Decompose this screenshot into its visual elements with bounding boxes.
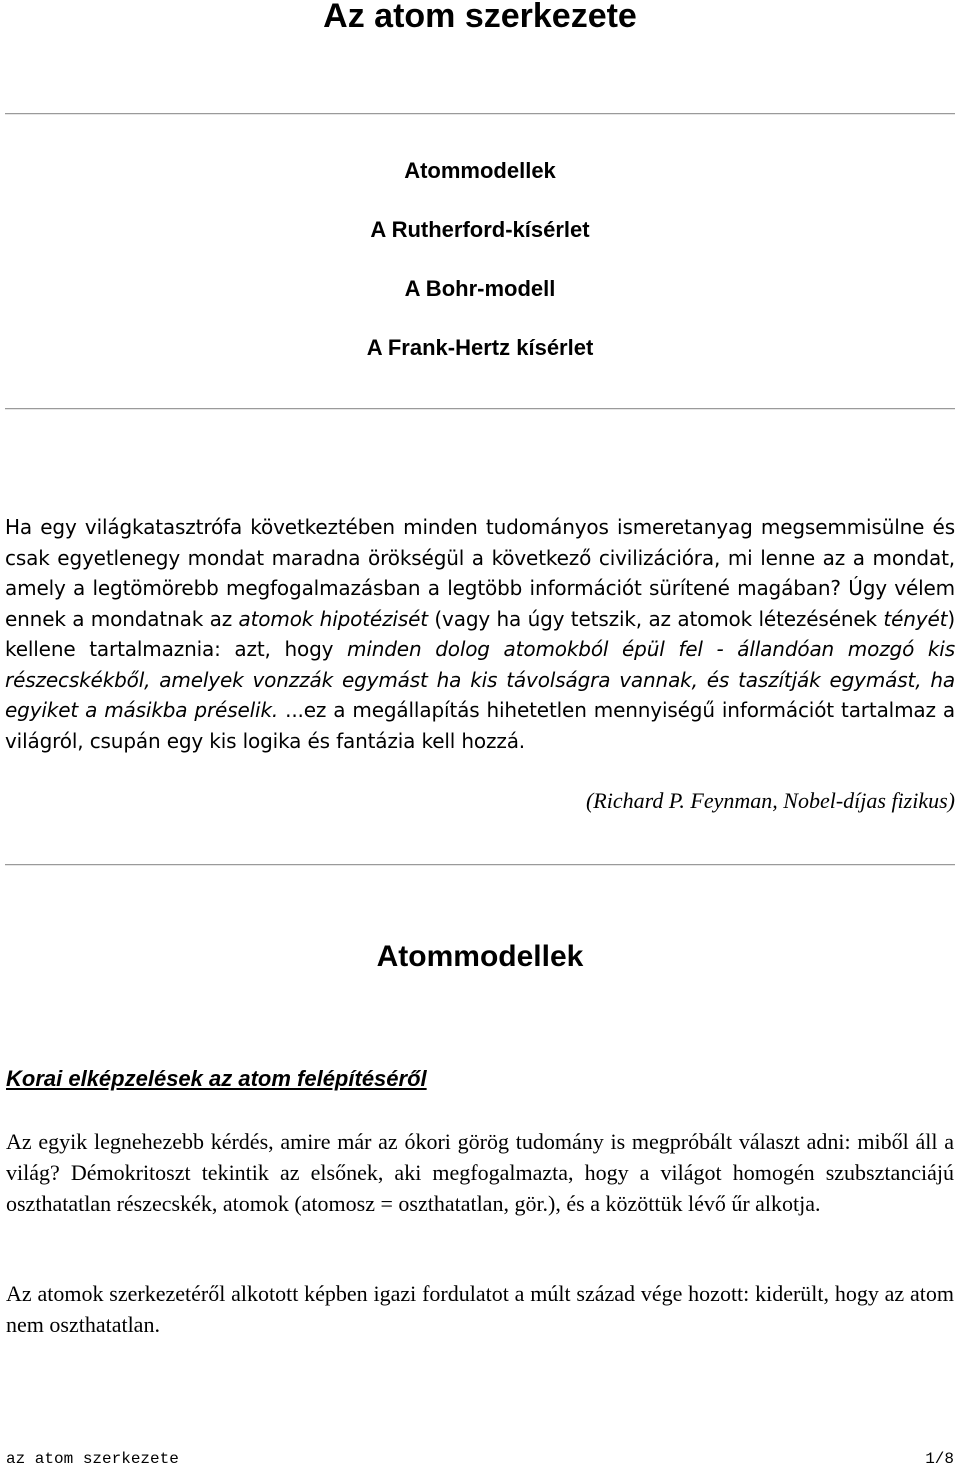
quote-emphasis: atomok hipotézisét <box>238 606 428 631</box>
quote-attribution: (Richard P. Feynman, Nobel-díjas fizikus) <box>585 788 955 813</box>
quote-emphasis: tényét <box>883 606 948 631</box>
horizontal-rule <box>5 113 955 115</box>
horizontal-rule <box>5 408 955 410</box>
footer-title: az atom szerkezete <box>6 1450 179 1468</box>
toc-item: A Frank-Hertz kísérlet <box>366 335 594 360</box>
toc-item: A Bohr-modell <box>404 276 556 301</box>
quote-text: ) kellene tartalmaznia: azt, hogy <box>5 606 955 661</box>
toc-item: A Rutherford-kísérlet <box>370 217 590 242</box>
horizontal-rule <box>5 864 955 866</box>
quote-text: ...ez a megállapítás hihetetlen mennyiségű információt tartalmaz a világról, csupán egy kis logika és fantázia kell hozzá. <box>5 698 955 753</box>
epigraph-quote <box>5 512 955 756</box>
page-number: 1/8 <box>925 1450 954 1468</box>
quote-emphasis: minden dolog atomokból épül fel - állandóan mozgó kis részecskékből, amelyek vonzzák egymást ha kis távolságra vannak, és taszítják egymást, ha egyiket a másikba préselik. <box>5 637 955 722</box>
quote-text: Ha egy világkatasztrófa következtében minden tudományos ismeretanyag megsemmisülne és csak egyetlenegy mondat maradna örökségül a következő civilizációra, mi lenne az a mondat, amely a legtömörebb megfogalmazásban a legtöbb információt sürítené magában? Úgy vélem ennek a mondatnak az <box>5 515 955 631</box>
section-heading: Atommodellek <box>376 940 584 973</box>
subsection-heading: Korai elképzelések az atom felépítéséről <box>6 1066 427 1091</box>
body-paragraph: Az atomok szerkezetéről alkotott képben igazi fordulatot a múlt század vége hozott: kiderült, hogy az atom nem oszthatatlan. <box>6 1281 954 1337</box>
body-paragraph: Az egyik legnehezebb kérdés, amire már az ókori görög tudomány is megpróbált választ adni: miből áll a világ? Démokritoszt tekintik az elsőnek, aki megfogalmazta, hogy a világot homogén szubsztanciájú oszthatatlan részecskék, atomok (atomosz = oszthatatlan, gör.), és a közöttük lévő űr alkotja. <box>6 1129 954 1216</box>
document-title: Az atom szerkezete <box>323 0 637 35</box>
quote-text: (vagy ha úgy tetszik, az atomok létezésének <box>427 606 884 631</box>
toc-item: Atommodellek <box>404 158 556 183</box>
